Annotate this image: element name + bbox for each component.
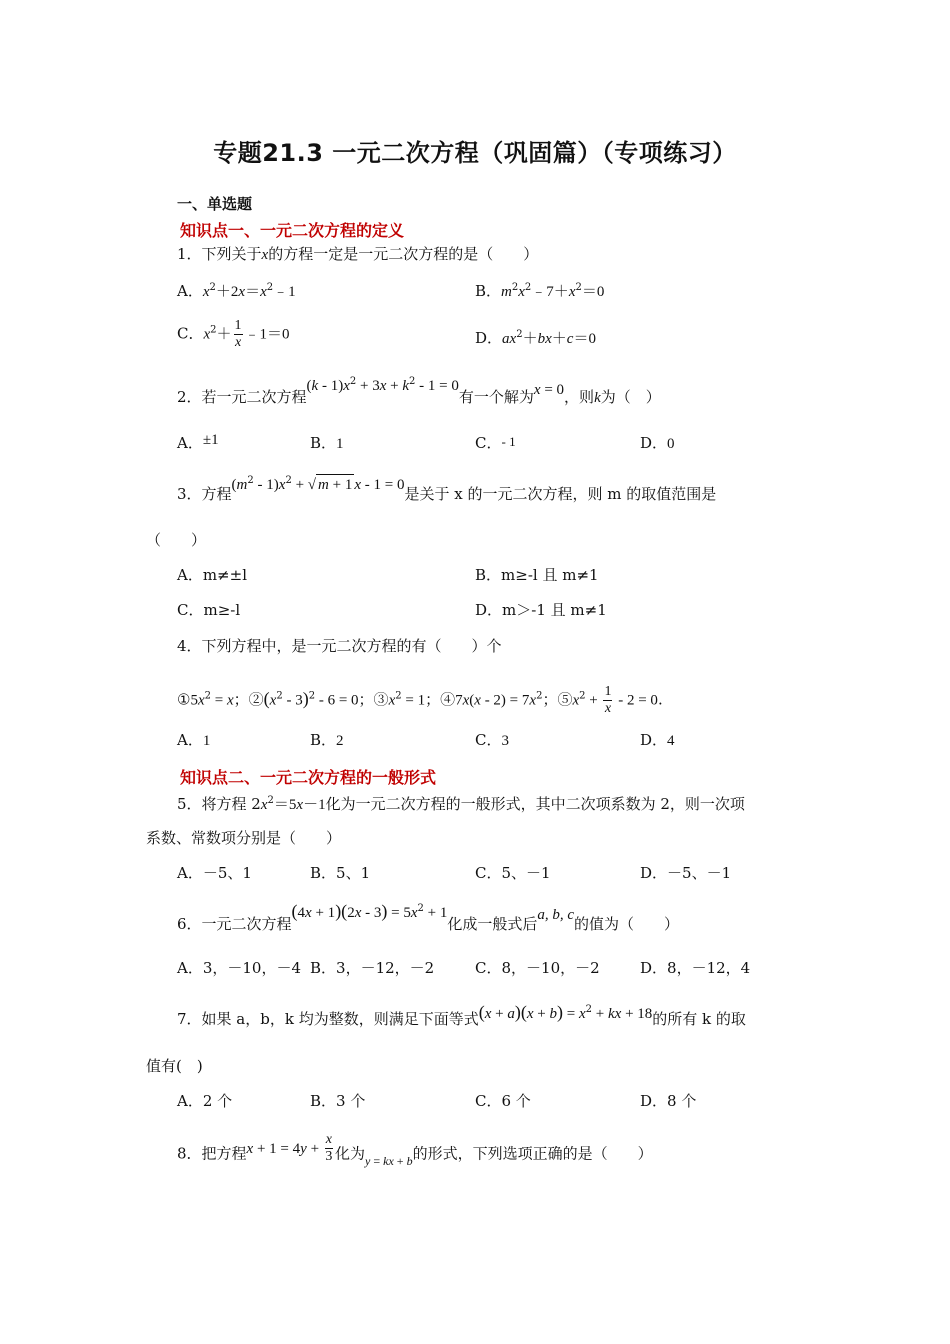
- q4-option-c: C．3: [475, 731, 509, 749]
- q1-option-d: D．$ax^2+bx+c=0$: [475, 329, 596, 347]
- q2-equation: $(k - 1)x^2 + 3x + k^2 - 1 = 0$: [306, 376, 459, 394]
- q5-option-b: B．5、1: [310, 864, 371, 882]
- q6-option-b: B．3，－12，－2: [310, 959, 435, 977]
- q2-option-b: B．1: [310, 434, 344, 452]
- q3-equation: $(m^2 - 1)x^2$ + √ m + 1 x - 1 = 0: [231, 475, 405, 493]
- q5-line2: 系数、常数项分别是（ ）: [146, 829, 342, 847]
- q7-option-d: D．8 个: [640, 1092, 697, 1110]
- q1-option-a: A．$x^2+2x=x^2﹣1$: [177, 282, 296, 300]
- q4-option-b: B．2: [310, 731, 344, 749]
- q7-option-c: C．6 个: [475, 1092, 531, 1110]
- q2-option-a: A．±1: [177, 432, 219, 452]
- q4-option-d: D．4: [640, 731, 675, 749]
- q1-option-c: C．$x^2+$ $\frac{1}{x}$ ﹣1＝0: [177, 318, 290, 350]
- q3-option-c: C．m≥-l: [177, 601, 241, 619]
- q2-option-d: D．0: [640, 434, 675, 452]
- question-2: 2．若一元二次方程$(k - 1)x^2 + 3x + k^2 - 1 = 0$有一个解为x = 0，则k为（ ）: [177, 376, 661, 406]
- question-1: 1．下列关于x的方程一定是一元二次方程的是（ ）: [177, 245, 539, 263]
- question-3: 3．方程$(m^2 - 1)x^2$ + √ m + 1 x - 1 = 0是关于 x 的一元二次方程，则 m 的取值范围是: [177, 475, 717, 503]
- q3-option-d: D．m＞-1 且 m≠1: [475, 601, 607, 619]
- question-4: 4．下列方程中，是一元二次方程的有（ ）个: [177, 637, 502, 655]
- question-5: 5．将方程 $2x^2=5x-1$化为一元二次方程的一般形式，其中二次项系数为 2，则一次项: [177, 795, 745, 813]
- q6-equation: $(4x + 1)(2x - 3) = 5x^2 + 1$: [291, 901, 448, 921]
- question-8: 8．把方程x + 1 = 4y + $\frac{x}{3}$ 化为$_{y = kx + b}$的形式，下列选项正确的是（ ）: [177, 1132, 653, 1168]
- knowledge-point-2: 知识点二、一元二次方程的一般形式: [180, 768, 437, 787]
- q5-option-a: A．－5、1: [177, 864, 252, 882]
- q4-option-a: A．1: [177, 731, 211, 749]
- q5-option-c: C．5、－1: [475, 864, 551, 882]
- q2-option-c: C．- 1: [475, 434, 516, 452]
- q4-equations: $①5x^2 = x$；$②(x^2 - 3)^2 - 6 = 0$；$③x^2 = 1$；④7x(x - $2) = 7x^2$；$⑤x^2$ + $\frac{1}{x}$ - 2 = 0.: [177, 684, 663, 716]
- q7-line2: 值有( ): [146, 1057, 203, 1075]
- q7-equation: $(x + a)(x + b) = x^2$ + kx + 18: [478, 1002, 653, 1022]
- q3-paren: （ ）: [146, 531, 207, 549]
- question-6: 6．一元二次方程$(4x + 1)(2x - 3) = 5x^2 + 1$化成一般式后a, b, c的值为（ ）: [177, 901, 680, 933]
- q8-equation: x + 1 = 4y + $\frac{x}{3}$: [246, 1132, 333, 1164]
- q1-option-b: B．$m^2x^2﹣7+x^2=0$: [475, 282, 605, 300]
- q6-option-c: C．8，－10，－2: [475, 959, 600, 977]
- q3-option-a: A．m≠±l: [177, 566, 247, 584]
- knowledge-point-1: 知识点一、一元二次方程的定义: [180, 221, 405, 240]
- q7-option-b: B．3 个: [310, 1092, 366, 1110]
- page-title: 专题21.3 一元二次方程（巩固篇）（专项练习）: [213, 139, 737, 167]
- section-heading: 一、单选题: [177, 195, 253, 213]
- q6-option-a: A．3，－10，－4: [177, 959, 302, 977]
- q6-option-d: D．8，－12，4: [640, 959, 751, 977]
- q5-option-d: D．－5、－1: [640, 864, 732, 882]
- question-7: 7．如果 a，b，k 均为整数，则满足下面等式$(x + a)(x + b) = x^2$ + kx + 18的所有 k 的取: [177, 1002, 746, 1028]
- q3-option-b: B．m≥-l 且 m≠1: [475, 566, 599, 584]
- q7-option-a: A．2 个: [177, 1092, 233, 1110]
